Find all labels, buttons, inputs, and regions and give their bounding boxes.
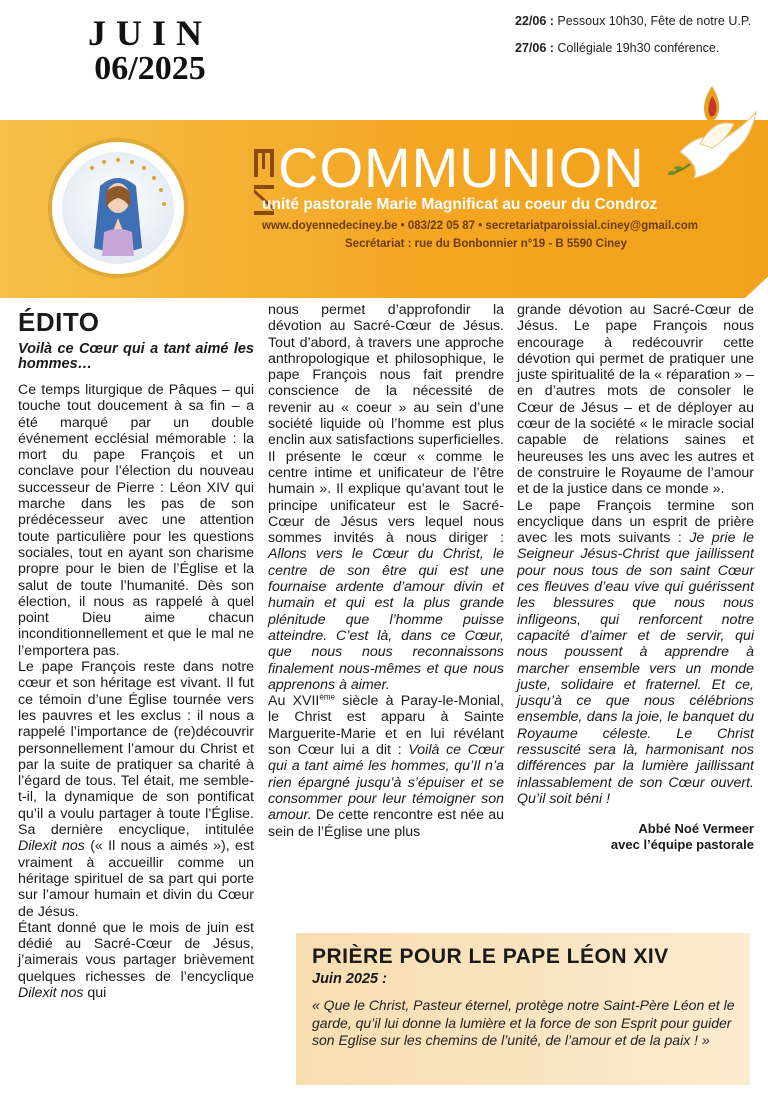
- event-date: 27/06 :: [515, 41, 554, 55]
- paragraph: Étant donné que le mois de juin est dédié au Sacré-Cœur de Jésus, j’aimerais vous partager brièvement quelques richesses de l’encyclique Dilexit nos qui: [18, 919, 254, 1001]
- issue-month: JUIN: [87, 13, 212, 53]
- event-item: [515, 14, 765, 28]
- paragraph: Le pape François termine son encyclique dans un esprit de prière avec les mots suivants : Je prie le Seigneur Jésus-Christ que jaillissent pour nous tous de son saint Cœur ces fleuves d’eau vive qui guérissent les blessures que nous nous infligeons, qui renforcent notre capacité d’aimer et de servir, qui nous poussent à apprendre à marcher ensemble vers un monde juste, solidaire et fraternel. Et ce, jusqu’à ce que nous célébrions ensemble, dans la joie, le banquet du Royaume céleste. Le Christ ressuscité sera là, harmonisant nos différences par la lumière jaillissant inlassablement de son Cœur ouvert. Qu’il soit béni !: [517, 497, 755, 807]
- paragraph: Ce temps liturgique de Pâques – qui touche tout doucement à sa fin – a été marqué par un double événement ecclésial mémorable : la mort du pape François et un conclave pour l’élection du nouveau successeur de Pierre : Léon XIV qui marche dans les pas de son prédécesseur avec une attention toute particulière pour les questions sociales, tout en ayant son charisme propre pour le bien de l’Église et la salut de toute l’humanité. Dès son élection, il nous as rappelé à quel point Dieu aime chacun inconditionnellement et que le mal ne l’emportera pas.: [18, 382, 254, 659]
- parish-logo: [48, 138, 188, 278]
- event-item: [515, 41, 765, 55]
- logo-madonna: [62, 152, 174, 264]
- dove-icon: [660, 82, 760, 197]
- prayer-title: PRIÈRE POUR LE PAPE LÉON XIV: [312, 945, 669, 968]
- paragraph: Le pape François reste dans notre cœur et son héritage est vivant. Il fut ce témoin d’une Église tournée vers les pauvres et les exclus : il nous a rappelé l’importance de (re)découvrir personnellement l’amour du Christ et par la suite de pratiquer sa charité à l’égard de tous. Tel était, me semble-t-il, la dynamique de son pontificat qu’il a voulu partager à toute l’Église. Sa dernière encyclique, intitulée Dilexit nos (« Il nous a aimés »), est vraiment à accueillir comme un héritage spirituel de sa part qui porte sur l’amour humain et divin du Cœur de Jésus.: [18, 659, 254, 920]
- event-text: Pessoux 10h30, Fête de notre U.P.: [553, 14, 752, 28]
- edito-title: ÉDITO: [18, 307, 100, 337]
- issue-year: 06/2025: [94, 50, 206, 87]
- signature-name: Abbé Noé Vermeer: [638, 821, 754, 837]
- events-list: [515, 14, 765, 68]
- signature-team: avec l’équipe pastorale: [610, 837, 754, 853]
- paragraph: grande dévotion au Sacré-Cœur de Jésus. Le pape François nous encourage à redécouvrir cette dévotion qui permet de pratiquer une juste spiritualité de la « réparation » – en d’autres mots de consoler le Cœur de Jésus – et de déployer au cœur de la société « le miracle social capable de relations saines et heureuses les uns avec les autres et de construire le Royaume de l’amour et de la justice dans ce monde ».: [517, 302, 754, 498]
- prayer-box: [296, 933, 750, 1085]
- paragraph: nous permet d’approfondir la dévotion au Sacré-Cœur de Jésus. Tout d’abord, à travers une approche anthropologique et philosophique, le pape François nous fait prendre conscience de la nécessité de revenir au « coeur » au sein d’une société liquide où l’homme est plus enclin aux satisfactions superficielles. Il présente le cœur « comme le centre intime et unificateur de l’être humain ». Il explique qu’avant tout le principe unificateur est le Sacré-Cœur de Jésus vers lequel nous sommes invités à nous diriger : Allons vers le Cœur du Christ, le centre de son être qui est une fournaise ardente d’amour divin et humain et qui est la plus grande plénitude que l’homme puisse atteindre. C’est là, dans ce Cœur, que nous nous reconnaissons finalement nous-mêmes et que nous apprenons à aimer.: [268, 302, 504, 693]
- paragraph: Au XVIIème siècle à Paray-le-Monial, le Christ est apparu à Sainte Marguerite-Marie et en lui révélant son Cœur lui a dit : Voilà ce Cœur qui a tant aimé les hommes, qu’Il n’a rien épargné jusqu’à s’épuiser et se consommer pour leur témoigner son amour. De cette rencontre est née au sein de l’Église une plus: [268, 692, 504, 840]
- secretariat-address: Secrétariat : rue du Bonbonnier n°19 - B 5590 Ciney: [345, 238, 627, 250]
- column-1: [18, 308, 254, 1001]
- newsletter-title: COMMUNION: [278, 136, 645, 199]
- prayer-text: « Que le Christ, Pasteur éternel, protège notre Saint-Père Léon et le garde, qu’il lui donne la lumière et la force de son Esprit pour guider son Eglise sur les chemins de l’unité, de l’amour et de la paix ! »: [312, 997, 735, 1048]
- prayer-date: Juin 2025 :: [312, 971, 387, 987]
- issue-date: [80, 14, 220, 86]
- column-3: [517, 302, 754, 853]
- en-text: EN: [252, 145, 254, 146]
- event-date: 22/06 :: [515, 14, 554, 28]
- contact-line: www.doyennedeciney.be • 083/22 05 87 • secretariatparoissial.ciney@gmail.com: [262, 220, 699, 232]
- newsletter-subtitle: unité pastorale Marie Magnificat au coeur du Condroz: [262, 196, 658, 213]
- column-2: [268, 302, 504, 840]
- edito-subtitle: Voilà ce Cœur qui a tant aimé les hommes…: [18, 341, 254, 372]
- event-text: Collégiale 19h30 conférence.: [553, 41, 720, 55]
- signature: [517, 821, 754, 853]
